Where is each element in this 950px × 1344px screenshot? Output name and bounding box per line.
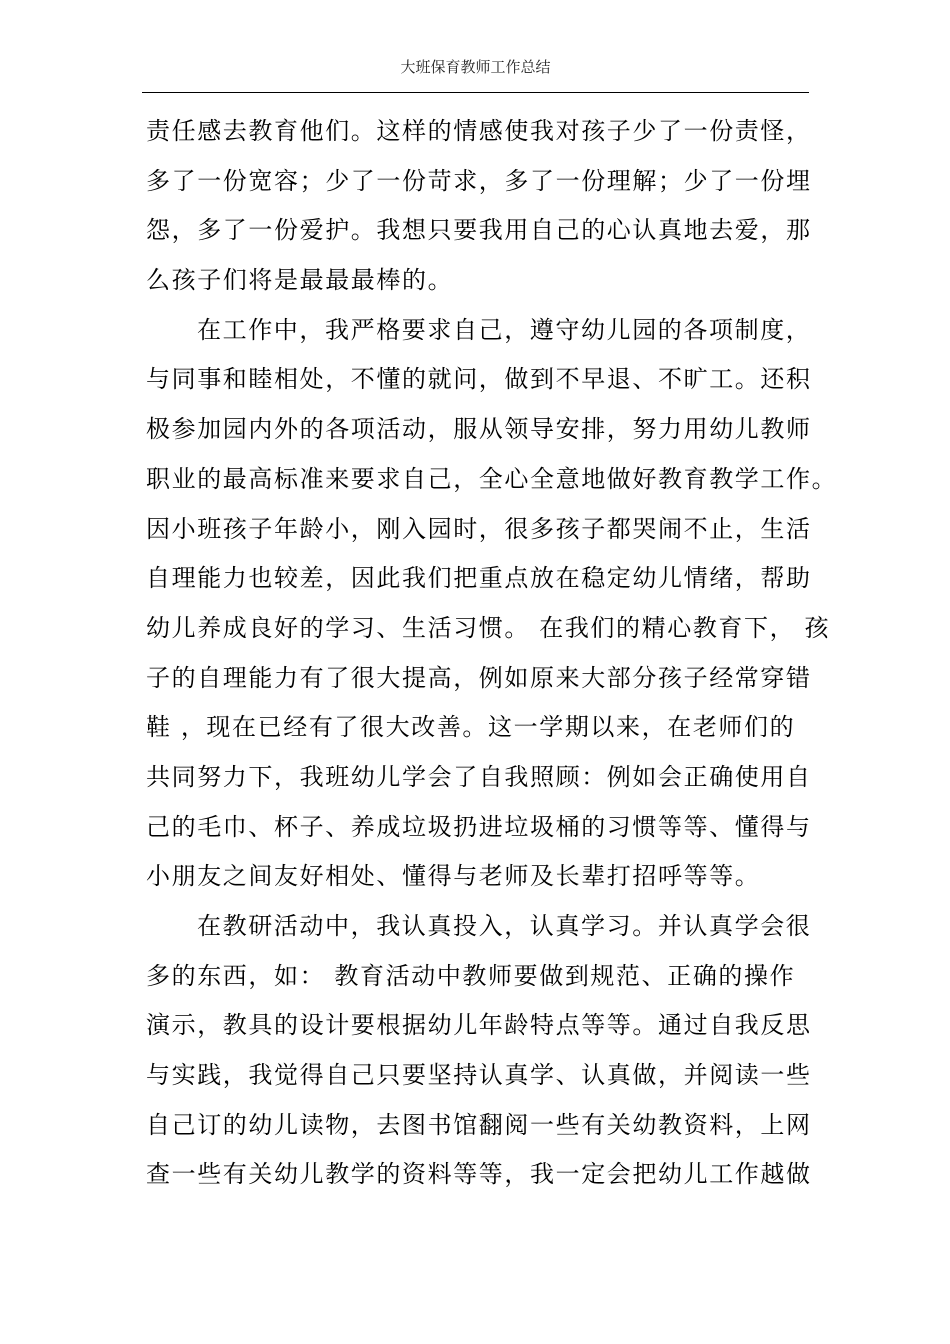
text-line: 与实践，我觉得自己只要坚持认真学、认真做，并阅读一些 [146,1061,812,1090]
text-line: 鞋 ，现在已经有了很大改善。这一学期以来，在老师们的 [146,713,796,742]
page-header [142,48,809,93]
text-line: 共同努力下，我班幼儿学会了自我照顾：例如会正确使用自 [146,762,812,791]
text-line: 己的毛巾、杯子、养成垃圾扔进垃圾桶的习惯等等、懂得与 [146,812,812,841]
text-line: 子的自理能力有了很大提高，例如原来大部分孩子经常穿错 [146,663,812,692]
text-line: 职业的最高标准来要求自己，全心全意地做好教育教学工作。 [146,464,838,493]
text-line: 查一些有关幼儿教学的资料等等，我一定会把幼儿工作越做 [146,1160,812,1189]
text-line: 极参加园内外的各项活动，服从领导安排，努力用幼儿教师 [146,415,812,444]
text-line: 多的东西，如： 教育活动中教师要做到规范、正确的操作 [146,961,796,990]
text-line: 自理能力也较差，因此我们把重点放在稳定幼儿情绪，帮助 [146,564,812,593]
text-line: 么孩子们将是最最最棒的。 [146,266,454,295]
text-line: 演示，教具的设计要根据幼儿年龄特点等等。通过自我反思 [146,1011,812,1040]
document-body [146,107,838,1200]
text-line: 因小班孩子年龄小，刚入园时，很多孩子都哭闹不止，生活 [146,514,812,543]
text-line: 自己订的幼儿读物，去图书馆翻阅一些有关幼教资料，上网 [146,1110,812,1139]
paragraph-start-line: 在工作中，我严格要求自己，遵守幼儿园的各项制度， [197,315,812,344]
text-line: 与同事和睦相处，不懂的就问，做到不早退、不旷工。还积 [146,365,812,394]
paragraph-start-line: 在教研活动中，我认真投入，认真学习。并认真学会很 [197,912,812,940]
text-line: 怨，多了一份爱护。我想只要我用自己的心认真地去爱，那 [146,216,812,245]
text-line: 幼儿养成良好的学习、生活习惯。 在我们的精心教育下， 孩 [146,613,831,642]
text-line: 小朋友之间友好相处、懂得与老师及长辈打招呼等等。 [146,862,761,891]
text-line: 责任感去教育他们。这样的情感使我对孩子少了一份责怪， [146,117,812,145]
text-line: 多了一份宽容；少了一份苛求，多了一份理解；少了一份埋 [146,166,812,195]
header-title: 大班保育教师工作总结 [400,58,551,76]
